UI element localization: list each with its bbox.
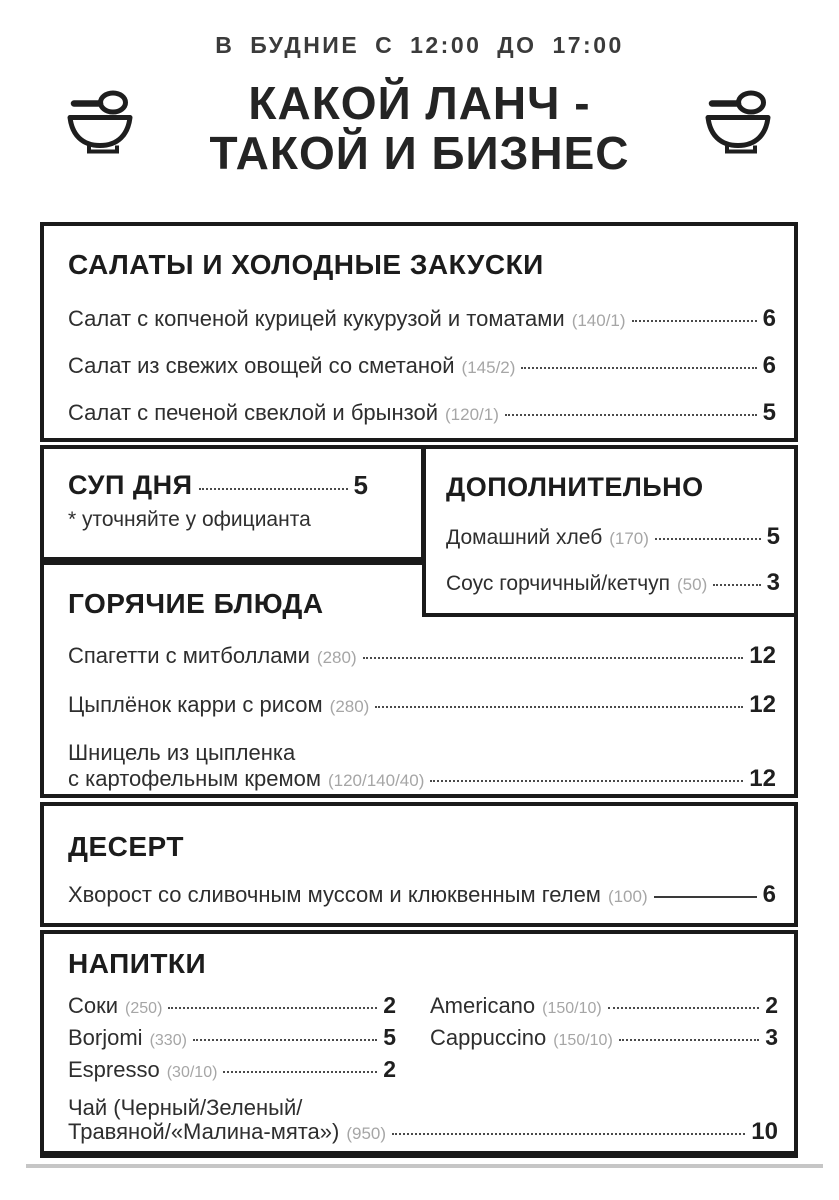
menu-title-line2: ТАКОЙ И БИЗНЕС xyxy=(209,127,630,180)
item-name: Домашний хлеб xyxy=(446,526,603,549)
leader-line xyxy=(505,414,757,416)
menu-item xyxy=(430,992,778,1022)
item-price: 5 xyxy=(383,1024,396,1050)
item-name: Americano xyxy=(430,993,536,1018)
section-title: САЛАТЫ И ХОЛОДНЫЕ ЗАКУСКИ xyxy=(68,249,544,280)
leader-line xyxy=(521,367,756,369)
item-name: Cappuccino xyxy=(430,1025,547,1050)
leader-line xyxy=(375,706,743,708)
section-salads xyxy=(40,222,798,442)
drinks-columns xyxy=(68,980,778,1086)
item-price: 5 xyxy=(762,399,776,426)
menu-item xyxy=(446,570,780,598)
drinks-left-column xyxy=(68,980,396,1086)
item-portion: (330) xyxy=(149,1032,187,1049)
item-name: Espresso xyxy=(68,1057,160,1082)
section-extras xyxy=(422,445,798,617)
item-name: Соки xyxy=(68,993,119,1018)
leader-line xyxy=(655,538,761,540)
item-portion: (170) xyxy=(609,529,649,548)
leader-line xyxy=(632,320,757,322)
schedule-text: В БУДНИЕ С 12:00 ДО 17:00 xyxy=(215,32,624,58)
item-line2 xyxy=(68,766,776,794)
leader-line xyxy=(363,657,744,659)
item-portion: (30/10) xyxy=(166,1064,218,1081)
item-price: 5 xyxy=(353,470,368,500)
leader-line xyxy=(713,584,760,586)
menu-item xyxy=(68,1056,396,1086)
menu-item xyxy=(68,1024,396,1054)
item-price: 2 xyxy=(383,1056,396,1082)
menu-item xyxy=(68,992,396,1022)
item-portion: (120/140/40) xyxy=(327,771,425,790)
section-title: НАПИТКИ xyxy=(68,948,207,979)
item-name: Соус горчичный/кетчуп xyxy=(446,572,671,595)
item-price: 5 xyxy=(766,523,780,550)
item-portion: (950) xyxy=(346,1124,387,1143)
section-title: ДЕСЕРТ xyxy=(68,831,184,862)
item-name: Хворост со сливочным муссом и клюквенным гелем xyxy=(68,882,601,907)
page-shadow xyxy=(26,1164,823,1168)
item-name: Borjomi xyxy=(68,1025,143,1050)
leader-line xyxy=(199,488,348,490)
drinks-right-column xyxy=(430,980,778,1054)
section-title: СУП ДНЯ xyxy=(68,470,193,500)
item-price: 10 xyxy=(751,1118,778,1145)
item-name-line2: с картофельным кремом xyxy=(68,766,321,791)
item-portion: (150/10) xyxy=(553,1032,613,1049)
item-name-line1: Шницель из цыпленка xyxy=(68,740,296,765)
leader-line xyxy=(430,780,743,782)
item-price: 12 xyxy=(749,691,776,718)
item-portion: (120/1) xyxy=(445,405,499,424)
item-name: Цыплёнок карри с рисом xyxy=(68,692,323,717)
menu-item xyxy=(68,352,776,382)
item-portion: (280) xyxy=(329,697,370,716)
item-portion: (280) xyxy=(316,648,357,667)
item-portion: (50) xyxy=(677,575,708,594)
menu-item xyxy=(68,691,776,721)
item-portion: (100) xyxy=(607,887,648,906)
item-line2 xyxy=(68,1120,778,1146)
bowl-with-spoon-icon xyxy=(704,90,772,157)
item-price: 6 xyxy=(762,352,776,379)
item-name-line2: Травяной/«Малина-мята») xyxy=(68,1119,340,1144)
item-name: Салат из свежих овощей со сметаной xyxy=(68,353,455,378)
item-portion: (140/1) xyxy=(571,311,626,330)
tea-item xyxy=(68,1096,778,1146)
item-portion: (250) xyxy=(125,1000,163,1017)
item-price: 6 xyxy=(762,305,776,332)
item-name: Салат с копченой курицей кукурузой и томатами xyxy=(68,306,565,331)
leader-line xyxy=(168,1007,377,1009)
menu-item xyxy=(68,881,776,911)
leader-line xyxy=(193,1039,377,1041)
menu-title-line1: КАКОЙ ЛАНЧ - xyxy=(248,77,591,129)
section-drinks xyxy=(40,930,798,1158)
menu-item xyxy=(68,642,776,672)
menu-item xyxy=(68,469,368,501)
soup-note: * уточняйте у официанта xyxy=(68,508,311,531)
item-price: 2 xyxy=(383,992,396,1018)
leader-line xyxy=(619,1039,759,1041)
menu-item xyxy=(446,524,780,552)
leader-line xyxy=(392,1133,745,1135)
section-soup xyxy=(40,445,425,561)
item-name: Спагетти с митболлами xyxy=(68,643,310,668)
section-dessert xyxy=(40,802,798,927)
section-title: ГОРЯЧИЕ БЛЮДА xyxy=(68,588,324,619)
leader-line xyxy=(223,1071,377,1073)
menu-item xyxy=(68,399,776,429)
item-name-line1: Чай (Черный/Зеленый/ xyxy=(68,1095,303,1120)
item-name: Салат с печеной свеклой и брынзой xyxy=(68,400,438,425)
item-price: 3 xyxy=(766,569,780,596)
item-price: 12 xyxy=(749,642,776,669)
item-price: 6 xyxy=(762,881,776,908)
menu-item xyxy=(68,305,776,335)
item-price: 12 xyxy=(749,765,776,792)
item-portion: (145/2) xyxy=(461,358,516,377)
menu-item xyxy=(430,1024,778,1054)
leader-line xyxy=(654,896,757,898)
menu-item-twoline xyxy=(68,740,776,794)
item-price: 2 xyxy=(765,992,778,1018)
item-portion: (150/10) xyxy=(542,1000,602,1017)
item-price: 3 xyxy=(765,1024,778,1050)
section-title: ДОПОЛНИТЕЛЬНО xyxy=(446,472,704,502)
bowl-with-spoon-icon xyxy=(66,90,134,157)
leader-line xyxy=(608,1007,759,1009)
